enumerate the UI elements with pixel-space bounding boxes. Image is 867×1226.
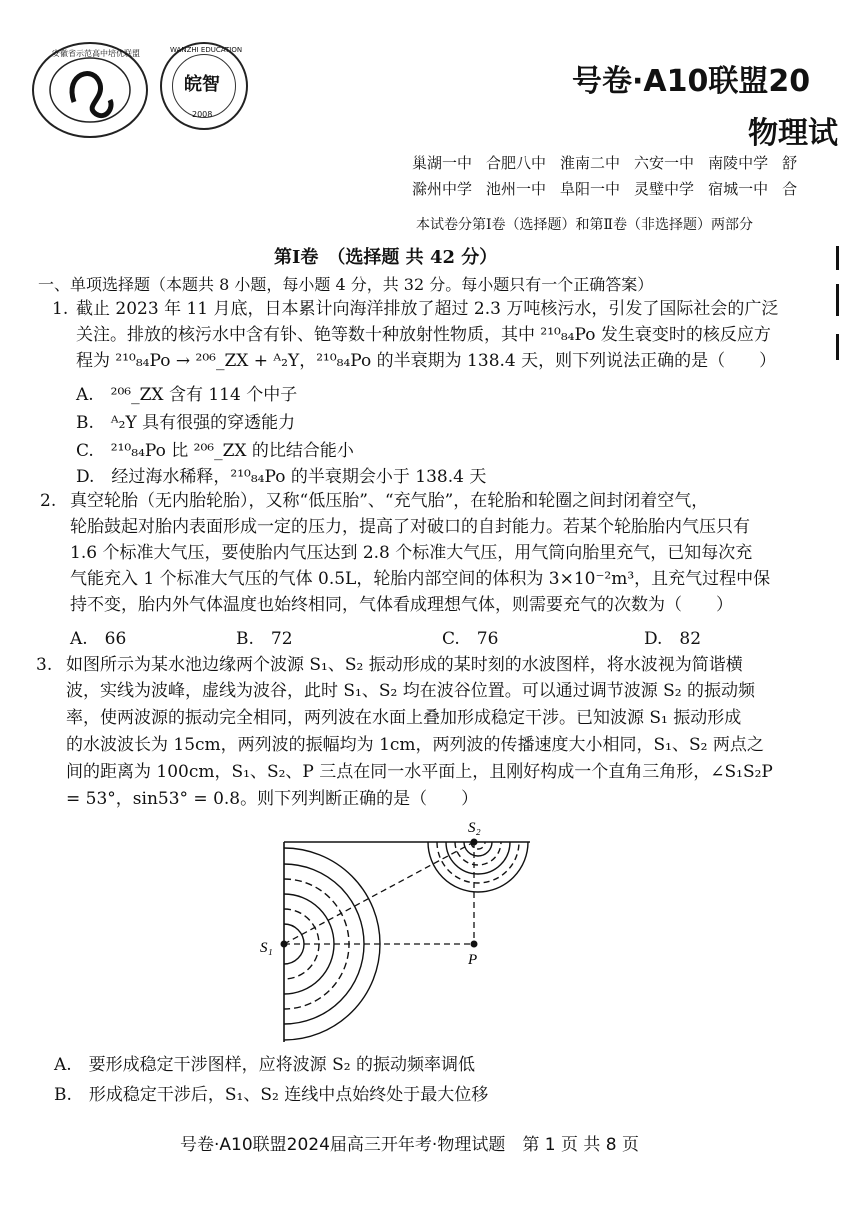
school-list-row-2 <box>412 178 811 199</box>
wave-diagram <box>250 810 550 1050</box>
school-name: 合 <box>782 180 798 198</box>
q2-text-line: 持不变，胎内外气体温度也始终相同，气体看成理想气体，则需要充气的次数为（ ） <box>70 595 733 615</box>
q3-option-a: A. 要形成稳定干涉图样，应将波源 S₂ 的振动频率调低 <box>54 1055 475 1075</box>
q3-text-line: = 53°，sin53° = 0.8。则下列判断正确的是（ ） <box>66 789 479 809</box>
league-seal-text: 安徽省示范高中培优联盟 <box>52 49 140 58</box>
school-name: 池州一中 <box>486 180 547 198</box>
wanzhi-seal-year: 2008 <box>192 110 213 119</box>
q2-option-c: C. 76 <box>442 629 499 649</box>
school-name: 六安一中 <box>634 154 695 172</box>
binding-mark <box>836 334 839 360</box>
question-number: 1. <box>52 299 69 319</box>
school-name: 灵璧中学 <box>634 180 695 198</box>
q3-text-line: 率，使两波源的振动完全相同，两列波在水面上叠加形成稳定干涉。已知波源 S₁ 振动形成 <box>66 708 742 728</box>
school-name: 巢湖一中 <box>412 154 473 172</box>
school-name: 淮南二中 <box>560 154 621 172</box>
section-title: 第Ⅰ卷 （选择题 共 42 分） <box>274 247 498 268</box>
wanzhi-seal-ring-text: WANZHI EDUCATION <box>170 46 243 54</box>
q2-option-b: B. 72 <box>236 629 293 649</box>
school-name: 舒 <box>782 154 798 172</box>
school-name: 合肥八中 <box>486 154 547 172</box>
q3-text-line: 的水波波长为 15cm，两列波的振幅均为 1cm，两列波的传播速度大小相同，S₁、S₂ 两点之 <box>66 735 764 755</box>
q3-option-b: B. 形成稳定干涉后，S₁、S₂ 连线中点始终处于最大位移 <box>54 1085 489 1105</box>
q1-text-line: 程为 ²¹⁰₈₄Po → ²⁰⁶_ZX + ᴬ₂Y，²¹⁰₈₄Po 的半衰期为 138.4 天，则下列说法正确的是（ ） <box>76 351 777 371</box>
q2-option-d: D. 82 <box>644 629 702 649</box>
p-point <box>471 941 478 948</box>
q3-text-line: 波，实线为波峰，虚线为波谷，此时 S₁、S₂ 均在波谷位置。可以通过调节波源 S₂ 的振动频 <box>66 681 755 701</box>
binding-mark <box>836 246 839 270</box>
s2-wave-troughs <box>437 842 519 883</box>
question-number: 2. <box>40 491 57 511</box>
q1-option-a: A. ²⁰⁶_ZX 含有 114 个中子 <box>76 385 298 405</box>
wanzhi-seal-text: 皖智 <box>184 74 220 95</box>
label-s1: S₁ <box>260 940 273 956</box>
q1-option-b: B. ᴬ₂Y 具有很强的穿透能力 <box>76 413 296 433</box>
label-p: P <box>468 952 478 968</box>
wanzhi-seal-logo <box>160 42 248 130</box>
subject-title: 物理试 <box>748 116 838 151</box>
q1-option-c: C. ²¹⁰₈₄Po 比 ²⁰⁶_ZX 的比结合能小 <box>76 441 354 461</box>
school-name: 阜阳一中 <box>560 180 621 198</box>
school-name: 南陵中学 <box>708 154 769 172</box>
q2-text-line: 轮胎鼓起对胎内表面形成一定的压力，提高了对破口的自封能力。若某个轮胎胎内气压只有 <box>70 517 750 537</box>
q2-option-a: A. 66 <box>70 629 127 649</box>
school-name: 宿城一中 <box>708 180 769 198</box>
s2-point <box>471 839 478 846</box>
question-number: 3. <box>36 655 53 675</box>
school-name: 滁州中学 <box>412 180 473 198</box>
q1-text-line: 截止 2023 年 11 月底，日本累计向海洋排放了超过 2.3 万吨核污水，引发了国际社会的广泛 <box>76 299 779 319</box>
q1-text-line: 关注。排放的核污水中含有钋、铯等数十种放射性物质，其中 ²¹⁰₈₄Po 发生衰变时的核反应方 <box>76 325 771 345</box>
league-seal-logo <box>32 42 148 138</box>
q3-text-line: 间的距离为 100cm，S₁、S₂、P 三点在同一水平面上，且刚好构成一个直角三角形，∠S₁S₂P <box>66 762 773 782</box>
q1-option-d: D. 经过海水稀释，²¹⁰₈₄Po 的半衰期会小于 138.4 天 <box>76 467 487 487</box>
exam-note: 本试卷分第Ⅰ卷（选择题）和第Ⅱ卷（非选择题）两部分 <box>416 217 754 233</box>
school-list-row-1 <box>412 152 811 173</box>
page-footer: 号卷·A10联盟2024届高三开年考·物理试题 第 1 页 共 8 页 <box>180 1135 639 1155</box>
q2-text-line: 1.6 个标准大气压，要使胎内气压达到 2.8 个标准大气压，用气筒向胎里充气，已知每次充 <box>70 543 753 563</box>
brand-title <box>572 56 810 100</box>
q2-text-line: 真空轮胎（无内胎轮胎），又称“低压胎”、“充气胎”，在轮胎和轮圈之间封闭着空气， <box>70 491 709 511</box>
binding-mark <box>836 284 839 316</box>
brand-title-text: 号卷·A10联盟20 <box>572 64 811 99</box>
q3-text-line: 如图所示为某水池边缘两个波源 S₁、S₂ 振动形成的某时刻的水波图样，将水波视为简谐横 <box>66 655 743 675</box>
section-instruction: 一、单项选择题（本题共 8 小题，每小题 4 分，共 32 分。每小题只有一个正确答案） <box>38 275 654 294</box>
label-s2: S₂ <box>468 820 481 836</box>
s1-point <box>281 941 288 948</box>
q2-text-line: 气能充入 1 个标准大气压的气体 0.5L，轮胎内部空间的体积为 3×10⁻²m³，且充气过程中保 <box>70 569 771 589</box>
